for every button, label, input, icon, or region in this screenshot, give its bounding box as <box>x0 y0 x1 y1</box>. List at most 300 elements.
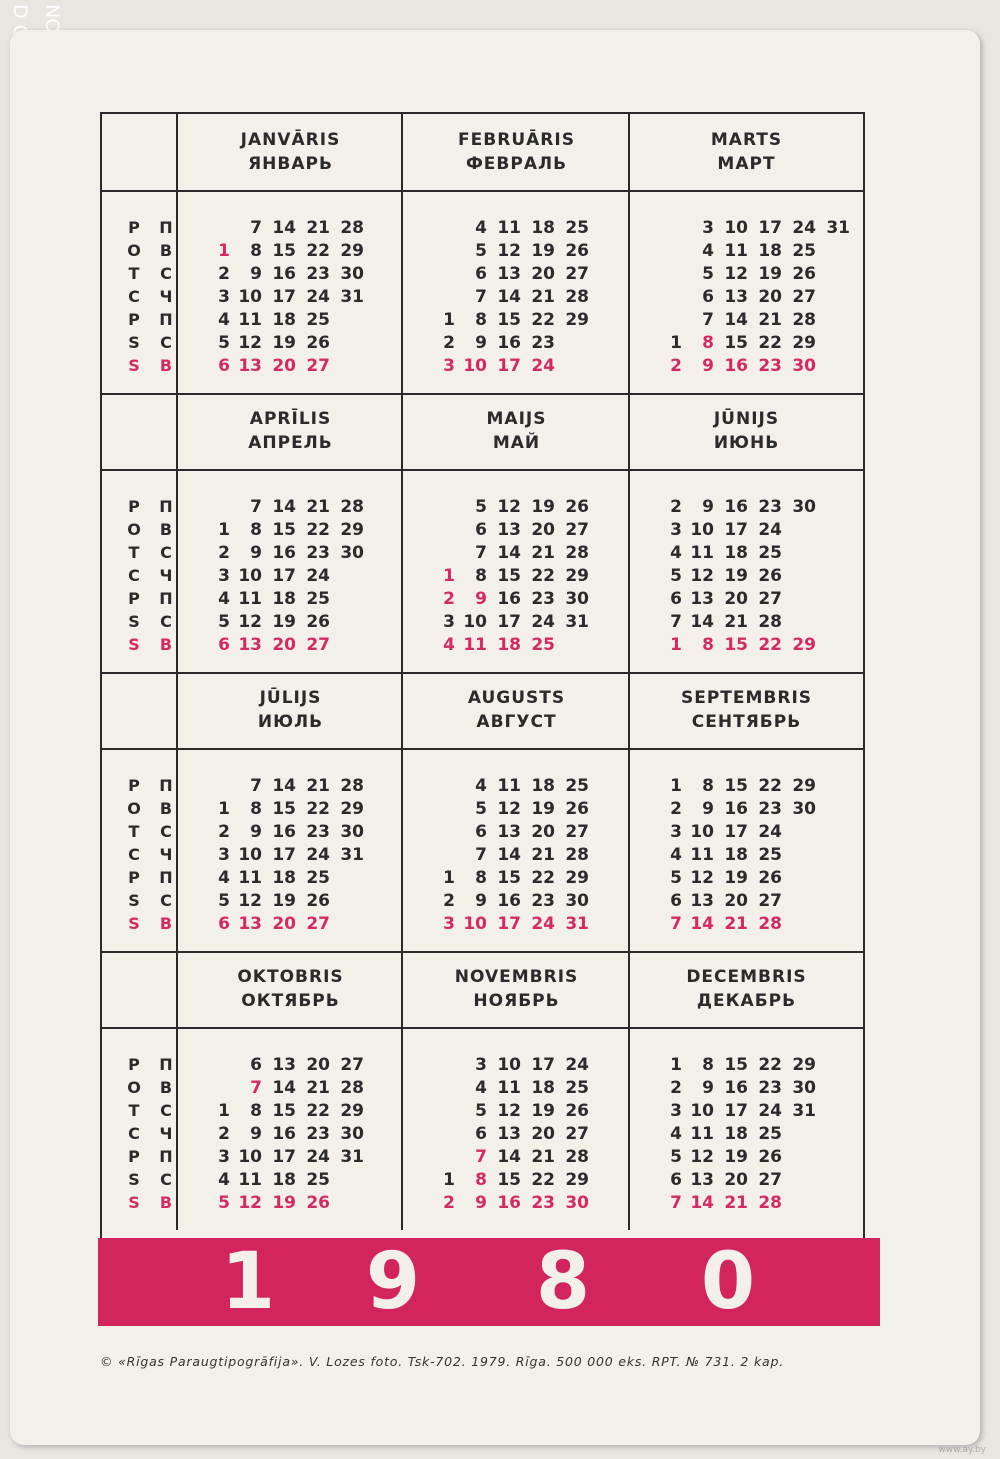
day-number: 1 <box>443 310 455 330</box>
day-number: 20 <box>758 287 782 307</box>
weekday-ru: В <box>159 241 173 260</box>
month-name-lv: MARTS <box>710 130 783 150</box>
week-row <box>642 845 863 868</box>
week-row <box>190 287 403 310</box>
day-number: 5 <box>475 497 487 517</box>
weekday-lv: O <box>127 520 141 539</box>
month-body-row <box>102 469 863 669</box>
week-row <box>190 1147 403 1170</box>
month-name-ru: АВГУСТ <box>476 712 557 732</box>
day-number: 18 <box>272 310 296 330</box>
day-number: 18 <box>272 868 296 888</box>
weekday-label <box>124 1078 176 1101</box>
week-row <box>642 566 863 589</box>
month-name-ru: ИЮЛЬ <box>257 712 324 732</box>
month-name-ru: ДЕКАБРЬ <box>696 991 797 1011</box>
day-number: 26 <box>306 891 330 911</box>
day-number: 14 <box>272 218 296 238</box>
day-number: 28 <box>758 612 782 632</box>
day-number: 13 <box>690 589 714 609</box>
week-row <box>642 799 863 822</box>
weekday-lv: P <box>128 776 140 795</box>
year-band <box>98 1238 880 1326</box>
week-row <box>642 1193 863 1216</box>
day-number: 18 <box>497 635 521 655</box>
week-row <box>415 1170 630 1193</box>
weekday-lv: P <box>128 1147 140 1166</box>
weekday-label <box>124 566 176 589</box>
weekday-lv: S <box>128 612 140 631</box>
day-number: 21 <box>531 543 555 563</box>
day-number: 16 <box>724 799 748 819</box>
day-number: 23 <box>306 1124 330 1144</box>
day-number: 12 <box>238 333 262 353</box>
week-row <box>642 497 863 520</box>
week-row <box>190 612 403 635</box>
day-number: 12 <box>238 612 262 632</box>
day-number: 9 <box>475 891 487 911</box>
day-number: 1 <box>670 1055 682 1075</box>
column-divider <box>401 951 403 1230</box>
day-number: 17 <box>724 1101 748 1121</box>
calendar-grid <box>100 112 865 1242</box>
month-days <box>190 469 403 669</box>
day-number: 24 <box>531 356 555 376</box>
day-number: 16 <box>272 543 296 563</box>
day-number: 20 <box>531 520 555 540</box>
weekday-lv: P <box>128 589 140 608</box>
month-name-ru: ЯНВАРЬ <box>248 154 333 174</box>
day-number: 22 <box>306 1101 330 1121</box>
day-number: 31 <box>826 218 850 238</box>
day-number: 16 <box>272 264 296 284</box>
day-number: 1 <box>670 776 682 796</box>
day-number: 8 <box>702 776 714 796</box>
week-row <box>415 845 630 868</box>
week-row <box>642 218 863 241</box>
day-number: 16 <box>724 497 748 517</box>
day-number: 19 <box>531 799 555 819</box>
day-number: 24 <box>792 218 816 238</box>
day-number: 1 <box>218 520 230 540</box>
week-row <box>415 1124 630 1147</box>
day-number: 6 <box>475 822 487 842</box>
weekday-lv: S <box>128 1170 140 1189</box>
day-number: 10 <box>238 566 262 586</box>
day-number: 1 <box>443 868 455 888</box>
day-number: 2 <box>218 264 230 284</box>
day-number: 11 <box>497 218 521 238</box>
day-number: 3 <box>218 1147 230 1167</box>
day-number: 25 <box>306 589 330 609</box>
day-number: 5 <box>218 333 230 353</box>
day-number: 17 <box>497 356 521 376</box>
day-number: 27 <box>306 914 330 934</box>
day-number: 10 <box>463 612 487 632</box>
week-row <box>190 333 403 356</box>
day-number: 14 <box>690 612 714 632</box>
day-number: 2 <box>443 333 455 353</box>
week-row <box>642 287 863 310</box>
day-number: 8 <box>250 241 262 261</box>
day-number: 8 <box>702 1055 714 1075</box>
weekday-ru: П <box>159 1055 173 1074</box>
day-number: 6 <box>670 1170 682 1190</box>
week-row <box>642 914 863 937</box>
day-number: 13 <box>497 264 521 284</box>
day-number: 30 <box>792 799 816 819</box>
day-number: 26 <box>306 612 330 632</box>
day-number: 29 <box>340 799 364 819</box>
day-number: 23 <box>758 1078 782 1098</box>
month-header-row <box>102 393 863 471</box>
day-number: 3 <box>443 914 455 934</box>
day-number: 2 <box>670 356 682 376</box>
day-number: 15 <box>724 635 748 655</box>
day-number: 9 <box>475 589 487 609</box>
column-divider <box>401 672 403 951</box>
day-number: 25 <box>758 845 782 865</box>
day-number: 25 <box>565 776 589 796</box>
day-number: 2 <box>218 822 230 842</box>
day-number: 27 <box>306 356 330 376</box>
day-number: 25 <box>306 868 330 888</box>
day-number: 24 <box>758 520 782 540</box>
day-number: 14 <box>497 543 521 563</box>
day-number: 19 <box>531 497 555 517</box>
day-number: 29 <box>792 1055 816 1075</box>
day-number: 9 <box>702 356 714 376</box>
day-number: 2 <box>218 1124 230 1144</box>
day-number: 15 <box>272 520 296 540</box>
day-number: 28 <box>340 218 364 238</box>
month-title <box>178 951 403 1027</box>
day-number: 13 <box>238 356 262 376</box>
week-row <box>190 635 403 658</box>
day-number: 24 <box>758 822 782 842</box>
month-title <box>630 951 863 1027</box>
day-number: 14 <box>272 497 296 517</box>
day-number: 28 <box>340 497 364 517</box>
day-number: 9 <box>250 264 262 284</box>
day-number: 18 <box>272 1170 296 1190</box>
day-number: 10 <box>497 1055 521 1075</box>
day-number: 21 <box>758 310 782 330</box>
week-row <box>642 1101 863 1124</box>
day-number: 18 <box>758 241 782 261</box>
day-number: 16 <box>272 1124 296 1144</box>
day-number: 26 <box>306 333 330 353</box>
weekday-label <box>124 822 176 845</box>
month-days <box>642 748 863 948</box>
day-number: 17 <box>724 520 748 540</box>
day-number: 30 <box>340 543 364 563</box>
day-number: 19 <box>272 891 296 911</box>
day-number: 11 <box>497 1078 521 1098</box>
day-number: 29 <box>565 310 589 330</box>
day-number: 23 <box>306 264 330 284</box>
day-number: 4 <box>218 589 230 609</box>
week-row <box>642 891 863 914</box>
week-row <box>190 520 403 543</box>
year-digit: 8 <box>535 1237 591 1327</box>
day-number: 27 <box>340 1055 364 1075</box>
day-number: 26 <box>758 1147 782 1167</box>
day-number: 16 <box>497 891 521 911</box>
day-number: 14 <box>724 310 748 330</box>
weekday-ru: Ч <box>159 566 173 585</box>
week-row <box>415 799 630 822</box>
weekday-ru: П <box>159 776 173 795</box>
month-name-ru: МАРТ <box>717 154 776 174</box>
weekday-ru: П <box>159 589 173 608</box>
day-number: 29 <box>340 241 364 261</box>
day-number: 3 <box>670 520 682 540</box>
day-number: 16 <box>497 333 521 353</box>
day-number: 1 <box>443 1170 455 1190</box>
month-header-row <box>102 951 863 1029</box>
weekday-lv: S <box>128 356 140 375</box>
day-number: 11 <box>724 241 748 261</box>
day-number: 28 <box>340 1078 364 1098</box>
day-number: 22 <box>531 310 555 330</box>
week-row <box>190 1078 403 1101</box>
day-number: 30 <box>340 1124 364 1144</box>
day-number: 31 <box>792 1101 816 1121</box>
month-name-lv: JŪLIJS <box>259 688 322 708</box>
day-number: 25 <box>565 1078 589 1098</box>
weekday-label <box>124 589 176 612</box>
day-number: 26 <box>565 799 589 819</box>
day-number: 4 <box>475 218 487 238</box>
column-divider <box>628 114 630 393</box>
day-number: 27 <box>792 287 816 307</box>
day-number: 29 <box>340 1101 364 1121</box>
day-number: 11 <box>238 589 262 609</box>
week-row <box>190 799 403 822</box>
day-number: 19 <box>724 868 748 888</box>
week-row <box>415 612 630 635</box>
weekday-ru: С <box>160 333 172 352</box>
day-number: 25 <box>792 241 816 261</box>
day-number: 15 <box>497 868 521 888</box>
day-number: 5 <box>218 891 230 911</box>
day-number: 14 <box>272 776 296 796</box>
day-number: 16 <box>272 822 296 842</box>
year-digit: 1 <box>220 1237 276 1327</box>
day-number: 8 <box>475 868 487 888</box>
day-number: 25 <box>531 635 555 655</box>
day-number: 10 <box>690 520 714 540</box>
month-name-lv: APRĪLIS <box>249 409 332 429</box>
day-number: 25 <box>758 543 782 563</box>
weekday-ru: Ч <box>159 1124 173 1143</box>
day-number: 8 <box>250 799 262 819</box>
quarter-block <box>102 951 863 1230</box>
day-number: 3 <box>475 1055 487 1075</box>
day-number: 21 <box>306 497 330 517</box>
day-number: 20 <box>531 822 555 842</box>
day-number: 22 <box>758 333 782 353</box>
day-number: 9 <box>702 1078 714 1098</box>
column-divider <box>176 393 178 672</box>
week-row <box>190 310 403 333</box>
week-row <box>190 497 403 520</box>
day-number: 10 <box>238 1147 262 1167</box>
day-number: 24 <box>565 1055 589 1075</box>
week-row <box>190 891 403 914</box>
month-name-lv: MAIJS <box>486 409 547 429</box>
day-number: 5 <box>670 1147 682 1167</box>
day-number: 22 <box>531 868 555 888</box>
day-number: 9 <box>702 497 714 517</box>
day-number: 20 <box>531 264 555 284</box>
day-number: 24 <box>531 914 555 934</box>
day-number: 8 <box>475 566 487 586</box>
day-number: 11 <box>690 1124 714 1144</box>
day-number: 29 <box>565 868 589 888</box>
week-row <box>642 356 863 379</box>
month-body-row <box>102 1027 863 1227</box>
day-number: 10 <box>463 356 487 376</box>
month-body-row <box>102 190 863 390</box>
week-row <box>190 822 403 845</box>
week-row <box>415 356 630 379</box>
day-number: 2 <box>670 1078 682 1098</box>
day-number: 4 <box>218 1170 230 1190</box>
weekday-lv: C <box>128 1124 140 1143</box>
day-number: 1 <box>670 635 682 655</box>
week-row <box>642 264 863 287</box>
day-number: 12 <box>690 566 714 586</box>
day-number: 5 <box>670 566 682 586</box>
day-number: 3 <box>702 218 714 238</box>
month-name-lv: NOVEMBRIS <box>454 967 579 987</box>
day-number: 2 <box>443 891 455 911</box>
week-row <box>642 1147 863 1170</box>
weekday-label <box>124 845 176 868</box>
weekday-label <box>124 635 176 658</box>
day-number: 31 <box>565 914 589 934</box>
day-number: 23 <box>758 356 782 376</box>
week-row <box>642 589 863 612</box>
day-number: 26 <box>758 868 782 888</box>
quarter-block <box>102 672 863 953</box>
day-number: 7 <box>670 1193 682 1213</box>
month-name-lv: SEPTEMBRIS <box>680 688 813 708</box>
day-number: 15 <box>272 799 296 819</box>
day-number: 28 <box>565 1147 589 1167</box>
day-number: 13 <box>497 1124 521 1144</box>
day-number: 25 <box>306 1170 330 1190</box>
day-number: 5 <box>670 868 682 888</box>
month-name-lv: OKTOBRIS <box>237 967 344 987</box>
weekday-label <box>124 799 176 822</box>
day-number: 21 <box>724 1193 748 1213</box>
weekday-label <box>124 612 176 635</box>
day-number: 18 <box>272 589 296 609</box>
column-divider <box>628 951 630 1230</box>
day-number: 7 <box>670 914 682 934</box>
day-number: 17 <box>272 1147 296 1167</box>
week-row <box>642 241 863 264</box>
weekday-labels <box>102 469 178 669</box>
day-number: 23 <box>531 1193 555 1213</box>
week-row <box>642 1055 863 1078</box>
day-number: 31 <box>340 845 364 865</box>
weekday-lv: T <box>128 543 140 562</box>
day-number: 10 <box>463 914 487 934</box>
day-number: 7 <box>250 1078 262 1098</box>
weekday-lv: P <box>128 310 140 329</box>
day-number: 10 <box>690 822 714 842</box>
month-name-lv: JŪNIJS <box>713 409 780 429</box>
column-divider <box>401 114 403 393</box>
day-number: 24 <box>758 1101 782 1121</box>
day-number: 17 <box>531 1055 555 1075</box>
week-row <box>642 776 863 799</box>
weekday-label <box>124 264 176 287</box>
week-row <box>642 333 863 356</box>
weekday-ru: П <box>159 868 173 887</box>
weekday-ru: С <box>160 1101 172 1120</box>
month-title <box>403 114 630 190</box>
day-number: 7 <box>475 543 487 563</box>
weekday-label <box>124 356 176 379</box>
day-number: 12 <box>497 497 521 517</box>
day-number: 6 <box>218 914 230 934</box>
day-number: 3 <box>218 845 230 865</box>
week-row <box>415 218 630 241</box>
day-number: 29 <box>792 333 816 353</box>
day-number: 30 <box>340 264 364 284</box>
day-number: 13 <box>238 635 262 655</box>
month-days <box>190 748 403 948</box>
weekday-lv: O <box>127 799 141 818</box>
day-number: 10 <box>238 845 262 865</box>
weekday-ru: П <box>159 1147 173 1166</box>
day-number: 26 <box>306 1193 330 1213</box>
week-row <box>415 1055 630 1078</box>
day-number: 14 <box>497 287 521 307</box>
day-number: 11 <box>497 776 521 796</box>
day-number: 11 <box>690 845 714 865</box>
weekday-lv: S <box>128 1193 140 1212</box>
week-row <box>415 287 630 310</box>
day-number: 21 <box>724 612 748 632</box>
month-name-ru: МАЙ <box>492 433 541 453</box>
weekday-lv: C <box>128 845 140 864</box>
day-number: 6 <box>475 520 487 540</box>
week-row <box>415 520 630 543</box>
day-number: 21 <box>306 218 330 238</box>
day-number: 15 <box>272 241 296 261</box>
day-number: 14 <box>690 1193 714 1213</box>
day-number: 15 <box>497 310 521 330</box>
weekday-ru: П <box>159 310 173 329</box>
week-row <box>415 822 630 845</box>
day-number: 31 <box>340 287 364 307</box>
month-title <box>630 114 863 190</box>
day-number: 22 <box>306 799 330 819</box>
day-number: 25 <box>565 218 589 238</box>
day-number: 6 <box>218 635 230 655</box>
day-number: 6 <box>670 589 682 609</box>
weekday-ru: В <box>159 520 173 539</box>
column-divider <box>628 672 630 951</box>
day-number: 7 <box>670 612 682 632</box>
day-number: 21 <box>724 914 748 934</box>
